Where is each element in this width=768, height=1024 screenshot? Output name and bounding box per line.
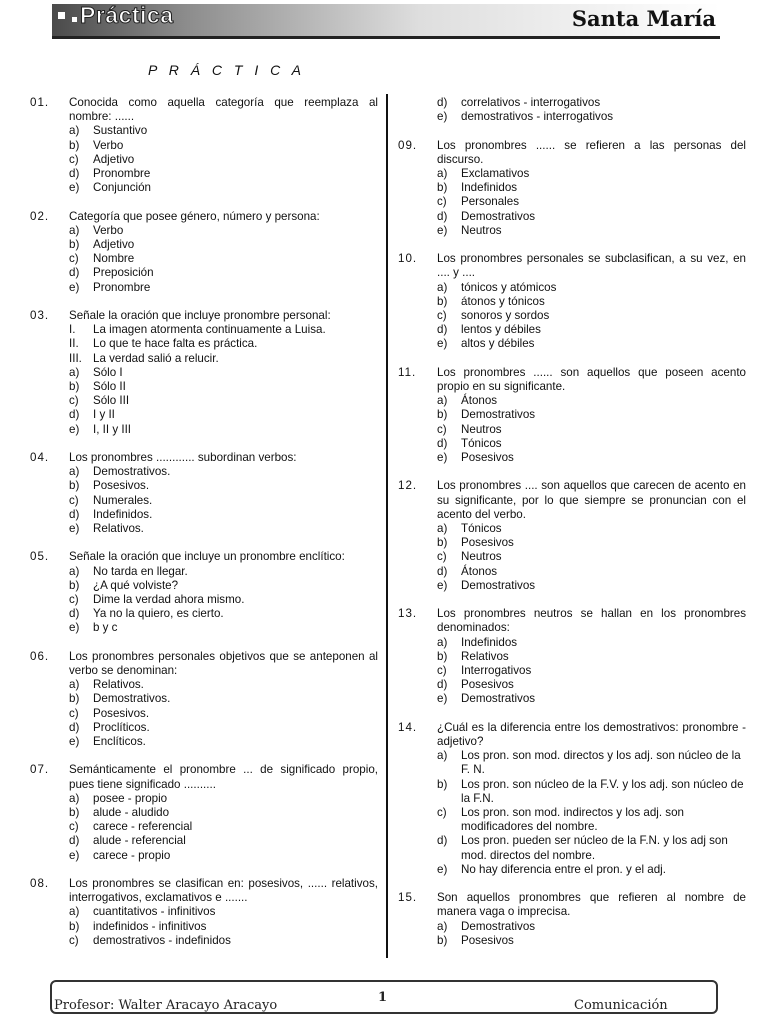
question-item — [30, 877, 378, 948]
option-letter: c) — [69, 394, 79, 408]
answer-option — [30, 167, 378, 181]
option-text: Demostrativos — [461, 919, 536, 933]
option-text: Los pron. son mod. directos y los adj. son núcleo de la F. N. — [461, 749, 741, 777]
option-text: lentos y débiles — [461, 323, 541, 337]
option-letter: b) — [437, 777, 448, 791]
option-text: Preposición — [93, 266, 154, 280]
option-letter: e) — [437, 578, 448, 592]
question-item — [398, 139, 746, 238]
question-text: Son aquellos pronombres que refieren al nombre de manera vaga o imprecisa. — [437, 891, 746, 919]
question-text: Los pronombres neutros se hallan en los pronombres denominados: — [437, 607, 746, 635]
answer-option — [30, 621, 378, 635]
question-stem — [30, 763, 378, 791]
option-letter: a) — [69, 124, 80, 138]
option-letter: a) — [69, 465, 80, 479]
question-stem — [398, 891, 746, 919]
option-letter: c) — [437, 806, 447, 820]
answer-option — [30, 834, 378, 848]
option-letter: b) — [437, 181, 448, 195]
question-text: Categoría que posee género, número y persona: — [69, 209, 320, 223]
answer-option — [30, 565, 378, 579]
answer-option — [398, 110, 746, 124]
option-letter: II. — [69, 337, 79, 351]
option-letter: c) — [437, 422, 447, 436]
question-stem — [398, 366, 746, 394]
option-text: Ya no la quiero, es cierto. — [93, 607, 224, 621]
option-letter: e) — [437, 692, 448, 706]
question-item — [30, 451, 378, 536]
answer-option — [30, 905, 378, 919]
answer-option — [398, 664, 746, 678]
question-item — [398, 479, 746, 593]
option-letter: e) — [437, 110, 448, 124]
answer-option — [398, 678, 746, 692]
answer-option — [30, 721, 378, 735]
question-stem — [30, 451, 378, 465]
option-text: Los pron. son núcleo de la F.V. y los adj. son núcleo de la F.N. — [461, 777, 744, 805]
answer-option — [30, 579, 378, 593]
option-text: carece - propio — [93, 848, 171, 862]
question-stem — [30, 309, 378, 323]
option-letter: d) — [69, 266, 80, 280]
option-text: Indefinidos — [461, 635, 518, 649]
answer-option — [30, 692, 378, 706]
option-text: Indefinidos — [461, 181, 518, 195]
option-letter: e) — [437, 862, 448, 876]
option-letter: b) — [437, 536, 448, 550]
option-letter: b) — [437, 408, 448, 422]
option-text: Relativos. — [93, 522, 144, 536]
answer-option — [30, 735, 378, 749]
question-number: 08. — [30, 877, 50, 891]
option-text: Relativos — [461, 649, 509, 663]
answer-option — [398, 920, 746, 934]
option-text: I, II y III — [93, 422, 132, 436]
answer-option — [398, 295, 746, 309]
question-number: 13. — [398, 607, 418, 621]
answer-option — [398, 181, 746, 195]
question-stem — [30, 96, 378, 124]
question-number: 05. — [30, 550, 50, 564]
answer-option — [398, 281, 746, 295]
answer-option — [30, 352, 378, 366]
option-letter: b) — [69, 919, 80, 933]
question-stem — [398, 252, 746, 280]
answer-option — [398, 778, 746, 806]
option-letter: III. — [69, 351, 82, 365]
option-text: Indefinidos. — [93, 507, 153, 521]
question-item — [398, 607, 746, 706]
option-letter: d) — [437, 834, 448, 848]
option-letter: b) — [69, 479, 80, 493]
option-text: tónicos y atómicos — [461, 280, 557, 294]
question-item — [30, 96, 378, 195]
option-text: indefinidos - infinitivos — [93, 919, 207, 933]
question-text: ¿Cuál es la diferencia entre los demostrativos: pronombre - adjetivo? — [437, 720, 746, 749]
option-text: correlativos - interrogativos — [461, 96, 601, 109]
option-letter: a) — [69, 223, 80, 237]
answer-option — [30, 124, 378, 138]
answer-option — [30, 238, 378, 252]
option-letter: e) — [69, 621, 80, 635]
option-letter: a) — [437, 522, 448, 536]
option-letter: a) — [437, 394, 448, 408]
question-item — [398, 891, 746, 948]
option-text: Nombre — [93, 252, 135, 266]
option-text: Pronombre — [93, 280, 151, 294]
question-number: 04. — [30, 451, 50, 465]
option-text: Adjetivo — [93, 152, 135, 166]
page-title: P R Á C T I C A — [148, 62, 305, 78]
answer-option — [30, 366, 378, 380]
option-letter: a) — [69, 905, 80, 919]
answer-option — [398, 210, 746, 224]
question-text: Señale la oración que incluye un pronombre enclítico: — [69, 550, 345, 564]
question-item — [30, 210, 378, 295]
question-item — [398, 252, 746, 351]
option-text: Los pron. pueden ser núcleo de la F.N. y los adj son mod. directos del nombre. — [461, 834, 728, 862]
option-letter: d) — [437, 96, 448, 109]
option-text: alude - aludido — [93, 806, 170, 820]
question-text: Conocida como aquella categoría que reemplaza al nombre: ...... — [69, 96, 378, 124]
option-text: Sólo II — [93, 380, 126, 394]
answer-option — [398, 323, 746, 337]
option-letter: b) — [437, 649, 448, 663]
option-text: Demostrativos — [461, 408, 536, 422]
question-item — [30, 650, 378, 749]
option-letter: e) — [437, 223, 448, 237]
answer-option — [398, 224, 746, 238]
option-letter: e) — [69, 848, 80, 862]
footer-subject: Comunicación — [574, 998, 668, 1013]
answer-option — [30, 479, 378, 493]
option-text: Neutros — [461, 422, 502, 436]
option-text: b y c — [93, 621, 118, 635]
answer-option — [30, 508, 378, 522]
option-text: Relativos. — [93, 678, 144, 692]
answer-option — [398, 451, 746, 465]
question-number: 11. — [398, 365, 417, 379]
option-text: alude - referencial — [93, 834, 186, 848]
answer-option — [30, 522, 378, 536]
question-number: 07. — [30, 763, 50, 777]
answer-option — [398, 337, 746, 351]
question-number: 14. — [398, 720, 418, 734]
answer-option — [398, 579, 746, 593]
answer-option — [30, 849, 378, 863]
answer-option — [30, 820, 378, 834]
answer-option — [30, 394, 378, 408]
option-letter: e) — [69, 522, 80, 536]
option-text: Adjetivo — [93, 238, 135, 252]
option-text: demostrativos - interrogativos — [461, 110, 614, 124]
answer-option — [398, 636, 746, 650]
answer-option — [30, 153, 378, 167]
question-number: 10. — [398, 252, 418, 266]
option-letter: b) — [69, 692, 80, 706]
option-letter: a) — [69, 365, 80, 379]
question-08-continuation — [398, 96, 746, 124]
option-letter: a) — [437, 280, 448, 294]
option-text: I y II — [93, 408, 115, 422]
answer-option — [398, 536, 746, 550]
header-rule — [52, 36, 720, 39]
option-text: carece - referencial — [93, 820, 193, 834]
question-number: 06. — [30, 649, 50, 663]
question-text: Los pronombres se clasifican en: posesivos, ...... relativos, interrogativos, exclamativos e ....... — [69, 877, 378, 905]
answer-option — [398, 437, 746, 451]
footer-teacher: Profesor: Walter Aracayo Aracayo — [54, 998, 278, 1013]
option-letter: a) — [437, 635, 448, 649]
option-letter: e) — [69, 735, 80, 749]
option-letter: d) — [437, 564, 448, 578]
option-text: Demostrativos — [461, 209, 536, 223]
option-letter: I. — [69, 323, 76, 337]
option-letter: b) — [69, 138, 80, 152]
question-text: Los pronombres ...... se refieren a las personas del discurso. — [437, 138, 746, 166]
option-letter: a) — [437, 167, 448, 180]
option-text: Posesivos — [461, 933, 514, 947]
question-item — [30, 550, 378, 635]
option-text: Posesivos — [461, 678, 514, 692]
question-number: 02. — [30, 209, 50, 223]
answer-option — [30, 792, 378, 806]
question-stem — [398, 607, 746, 635]
question-text: Los pronombres .... son aquellos que carecen de acento en su significante, por lo que siempre se pronuncian con el acento del verbo. — [437, 479, 746, 521]
option-text: Lo que te hace falta es práctica. — [93, 337, 258, 351]
answer-option — [30, 806, 378, 820]
option-text: cuantitativos - infinitivos — [93, 905, 216, 919]
answer-option — [30, 607, 378, 621]
option-letter: c) — [69, 152, 79, 166]
option-text: La verdad salió a relucir. — [93, 351, 219, 365]
header-square-icon — [58, 12, 65, 19]
option-letter: b) — [69, 380, 80, 394]
answer-option — [398, 550, 746, 564]
option-text: Proclíticos. — [93, 720, 150, 734]
question-number: 15. — [398, 891, 418, 905]
answer-option — [398, 834, 746, 862]
question-stem — [30, 650, 378, 678]
answer-option — [30, 181, 378, 195]
option-text: Átonos — [461, 564, 498, 578]
answer-option — [398, 522, 746, 536]
option-text: Conjunción — [93, 181, 152, 195]
answer-option — [398, 394, 746, 408]
option-text: Pronombre — [93, 167, 151, 181]
option-text: Numerales. — [93, 493, 153, 507]
header-bullet-icon — [72, 17, 77, 22]
option-text: La imagen atormenta continuamente a Luisa. — [93, 323, 326, 337]
option-letter: a) — [437, 919, 448, 933]
option-text: sonoros y sordos — [461, 309, 550, 323]
answer-option — [30, 139, 378, 153]
option-letter: e) — [437, 337, 448, 351]
answer-option — [398, 806, 746, 834]
answer-option — [30, 494, 378, 508]
option-letter: c) — [437, 309, 447, 323]
question-text: Los pronombres ............ subordinan verbos: — [69, 451, 297, 465]
option-text: Demostrativos. — [93, 692, 171, 706]
answer-option — [30, 252, 378, 266]
option-text: Posesivos. — [93, 479, 150, 493]
question-stem — [30, 550, 378, 564]
option-text: Verbo — [93, 223, 124, 237]
option-text: Personales — [461, 195, 520, 209]
option-text: Verbo — [93, 138, 124, 152]
answer-option — [398, 565, 746, 579]
option-text: Tónicos — [461, 436, 502, 450]
option-text: No tarda en llegar. — [93, 564, 188, 578]
option-letter: e) — [437, 451, 448, 465]
option-letter: e) — [69, 181, 80, 195]
option-text: Sólo I — [93, 365, 123, 379]
option-text: Demostrativos — [461, 692, 536, 706]
option-letter: a) — [69, 678, 80, 692]
answer-option — [398, 195, 746, 209]
answer-option — [30, 920, 378, 934]
option-text: Sólo III — [93, 394, 130, 408]
option-text: Dime la verdad ahora mismo. — [93, 593, 245, 607]
answer-option — [398, 408, 746, 422]
option-letter: a) — [69, 564, 80, 578]
option-text: Los pron. son mod. indirectos y los adj. son modificadores del nombre. — [461, 806, 684, 834]
option-text: Posesivos. — [93, 706, 150, 720]
option-text: Posesivos — [461, 451, 514, 465]
question-number: 12. — [398, 479, 418, 493]
option-text: Sustantivo — [93, 124, 148, 138]
answer-option — [30, 337, 378, 351]
option-letter: d) — [437, 323, 448, 337]
question-item — [398, 366, 746, 465]
option-text: No hay diferencia entre el pron. y el adj. — [461, 862, 666, 876]
answer-option — [30, 423, 378, 437]
question-text: Señale la oración que incluye pronombre personal: — [69, 309, 331, 323]
answer-option — [30, 408, 378, 422]
question-text: Los pronombres personales se subclasifican, a su vez, en .... y .... — [437, 252, 746, 280]
option-letter: b) — [437, 294, 448, 308]
question-text: Semánticamente el pronombre ... de significado propio, pues tiene significado .......... — [69, 763, 378, 791]
option-text: Demostrativos. — [93, 465, 171, 479]
question-stem — [398, 139, 746, 167]
answer-option — [30, 266, 378, 280]
answer-option — [398, 167, 746, 181]
question-stem — [30, 877, 378, 905]
answer-option — [30, 678, 378, 692]
footer-page-number: 1 — [378, 990, 388, 1005]
option-text: Exclamativos — [461, 167, 530, 180]
option-letter: d) — [69, 720, 80, 734]
question-number: 09. — [398, 138, 418, 152]
option-text: Enclíticos. — [93, 735, 146, 749]
answer-option — [30, 707, 378, 721]
option-letter: d) — [437, 209, 448, 223]
question-text: Los pronombres personales objetivos que se anteponen al verbo se denominan: — [69, 649, 378, 678]
option-letter: c) — [437, 664, 447, 678]
option-letter: b) — [69, 806, 80, 820]
answer-option — [30, 323, 378, 337]
question-number: 03. — [30, 309, 50, 323]
question-stem — [30, 210, 378, 224]
question-number: 01. — [30, 96, 50, 109]
option-letter: c) — [69, 493, 79, 507]
option-text: altos y débiles — [461, 337, 535, 351]
option-letter: c) — [69, 252, 79, 266]
option-letter: c) — [69, 933, 79, 947]
option-text: Interrogativos — [461, 664, 532, 678]
answer-option — [398, 934, 746, 948]
option-letter: d) — [69, 408, 80, 422]
answer-option — [398, 863, 746, 877]
question-stem — [398, 479, 746, 522]
option-letter: b) — [69, 578, 80, 592]
question-item — [30, 309, 378, 437]
question-stem — [398, 721, 746, 749]
option-letter: d) — [69, 507, 80, 521]
option-text: Neutros — [461, 550, 502, 564]
option-text: demostrativos - indefinidos — [93, 933, 231, 947]
option-letter: d) — [69, 167, 80, 181]
answer-option — [398, 96, 746, 110]
option-letter: e) — [69, 280, 80, 294]
option-letter: c) — [69, 593, 79, 607]
answer-option — [398, 749, 746, 777]
option-letter: c) — [437, 195, 447, 209]
option-text: Demostrativos — [461, 578, 536, 592]
option-text: átonos y tónicos — [461, 294, 545, 308]
answer-option — [398, 692, 746, 706]
question-item — [30, 763, 378, 862]
option-letter: a) — [437, 749, 448, 763]
option-letter: c) — [437, 550, 447, 564]
option-letter: b) — [69, 238, 80, 252]
option-text: Tónicos — [461, 522, 502, 536]
question-item — [398, 721, 746, 877]
option-text: posee - propio — [93, 791, 168, 805]
option-letter: c) — [69, 820, 79, 834]
option-text: Átonos — [461, 394, 498, 408]
column-divider — [386, 94, 388, 958]
answer-option — [30, 593, 378, 607]
option-letter: a) — [69, 791, 80, 805]
answer-option — [398, 650, 746, 664]
left-column — [30, 96, 378, 962]
answer-option — [398, 423, 746, 437]
option-letter: d) — [69, 607, 80, 621]
answer-option — [30, 281, 378, 295]
answer-option — [30, 224, 378, 238]
option-letter: e) — [69, 422, 80, 436]
option-letter: d) — [437, 678, 448, 692]
option-text: Neutros — [461, 223, 502, 237]
answer-option — [398, 309, 746, 323]
answer-option — [30, 380, 378, 394]
question-text: Los pronombres ...... son aquellos que poseen acento propio en su significante. — [437, 365, 746, 394]
right-column — [398, 96, 746, 962]
brand-name: Santa María — [571, 6, 716, 31]
option-letter: d) — [437, 436, 448, 450]
option-letter: d) — [69, 834, 80, 848]
option-letter: c) — [69, 706, 79, 720]
answer-option — [30, 934, 378, 948]
header-title: Práctica — [80, 2, 174, 28]
option-letter: b) — [437, 933, 448, 947]
option-text: Posesivos — [461, 536, 514, 550]
option-text: ¿A qué volviste? — [93, 578, 179, 592]
answer-option — [30, 465, 378, 479]
